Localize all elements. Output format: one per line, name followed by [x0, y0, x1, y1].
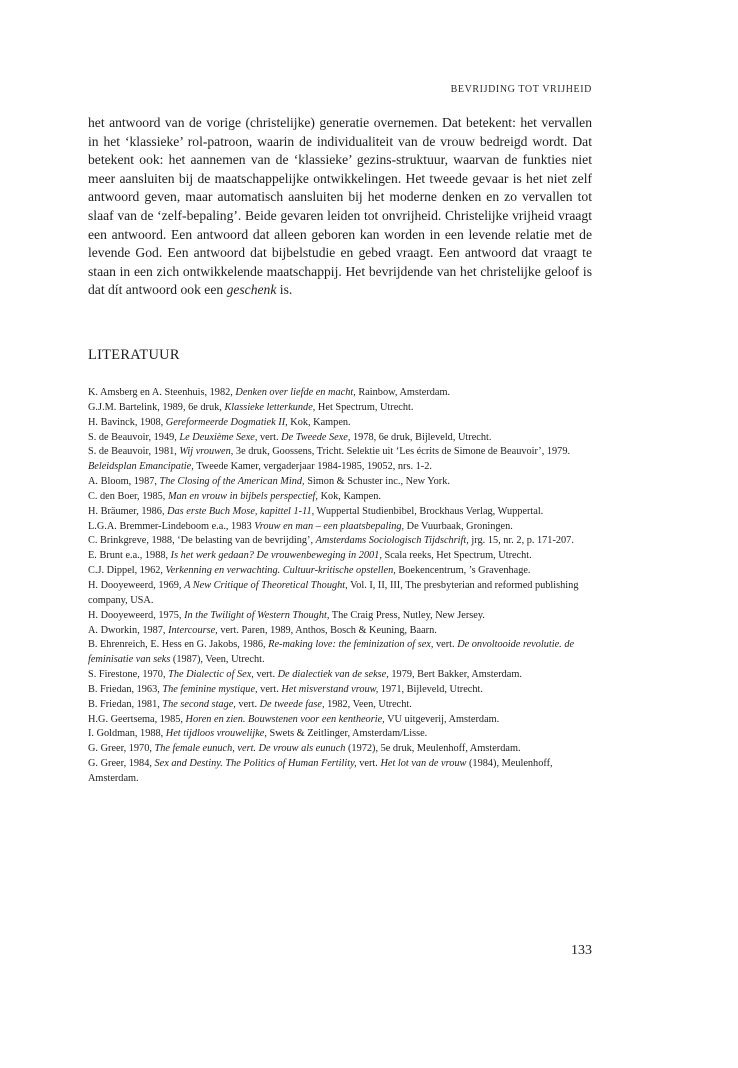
reference-text: B. Friedan, 1963,: [88, 683, 163, 695]
reference-title: De dialectiek van de sekse,: [277, 669, 389, 681]
reference-text: Simon & Schuster inc., New York.: [304, 476, 450, 488]
reference-text: (1972), 5e druk, Meulenhoff, Amsterdam.: [345, 743, 521, 755]
reference-text: H. Dooyeweerd, 1975,: [88, 609, 185, 621]
reference-entry: [88, 713, 592, 728]
reference-entry: [88, 624, 592, 639]
reference-entry: [88, 505, 592, 520]
reference-text: C. den Boer, 1985,: [88, 490, 168, 502]
body-paragraph: [88, 114, 592, 300]
body-text-end: is.: [276, 282, 293, 298]
reference-entry: [88, 445, 592, 460]
reference-title: The Dialectic of Sex,: [168, 669, 254, 681]
reference-entry: [88, 683, 592, 698]
reference-entry: [88, 534, 592, 549]
reference-text: vert.: [235, 698, 260, 710]
reference-title: Intercourse,: [168, 624, 218, 636]
reference-text: Kok, Kampen.: [287, 416, 351, 428]
reference-title: Horen en zien. Bouwstenen voor een kentheorie,: [185, 713, 385, 725]
reference-text: C. Brinkgreve, 1988, ‘De belasting van de bevrijding’,: [88, 535, 316, 547]
reference-text: Kok, Kampen.: [318, 490, 381, 502]
reference-entry: [88, 401, 592, 416]
reference-title: De Tweede Sexe,: [281, 431, 351, 443]
reference-entry: [88, 460, 592, 475]
reference-text: Rainbow, Amsterdam.: [355, 387, 451, 398]
reference-text: B. Ehrenreich, E. Hess en G. Jakobs, 1986,: [88, 639, 269, 651]
reference-entry: [88, 698, 592, 713]
reference-title: Het tijdloos vrouwelijke,: [165, 728, 267, 740]
reference-text: L.G.A. Bremmer-Lindeboom e.a., 1983: [88, 520, 255, 532]
reference-title: A New Critique of Theoretical Thought,: [184, 579, 348, 591]
reference-text: I. Goldman, 1988,: [88, 728, 166, 740]
reference-text: De Vuurbaak, Groningen.: [404, 520, 513, 532]
reference-title: Re-making love: the feminization of sex,: [268, 639, 434, 651]
reference-title: Le Deuxième Sexe,: [179, 431, 258, 443]
reference-text: The Craig Press, Nutley, New Jersey.: [329, 609, 485, 621]
reference-title: Wij vrouwen,: [179, 446, 234, 458]
body-text-emphasis: geschenk: [226, 282, 277, 298]
reference-text: H.G. Geertsema, 1985,: [88, 713, 186, 725]
reference-text: H. Bavinck, 1908,: [88, 416, 166, 428]
reference-entry: [88, 386, 592, 401]
reference-text: vert.: [257, 683, 282, 695]
reference-entry: [88, 609, 592, 624]
reference-title: Vrouw en man – een plaatsbepaling,: [254, 520, 405, 532]
reference-text: G. Greer, 1970,: [88, 743, 155, 755]
reference-text: 1979, Bert Bakker, Amsterdam.: [388, 669, 522, 681]
reference-text: vert. Paren, 1989, Anthos, Bosch & Keuning, Baarn.: [217, 624, 437, 636]
reference-text: Vol. I, II, III, The presbyterian and reformed publishing company, USA.: [88, 579, 579, 606]
reference-text: K. Amsberg en A. Steenhuis, 1982,: [88, 387, 236, 398]
reference-title: Beleidsplan Emancipatie,: [88, 461, 194, 473]
reference-text: S. de Beauvoir, 1981,: [88, 446, 180, 458]
reference-text: 1982, Veen, Utrecht.: [324, 698, 412, 710]
reference-entry: [88, 668, 592, 683]
reference-text: Swets & Zeitlinger, Amsterdam/Lisse.: [266, 728, 428, 740]
reference-title: Is het werk gedaan? De vrouwenbeweging in 2001,: [170, 550, 382, 562]
section-title: LITERATUUR: [88, 347, 180, 363]
reference-title: Het lot van de vrouw: [380, 758, 467, 770]
reference-entry: [88, 549, 592, 564]
reference-title: Het misverstand vrouw,: [281, 683, 379, 695]
reference-text: G.J.M. Bartelink, 1989, 6e druk,: [88, 401, 225, 413]
reference-text: Het Spectrum, Utrecht.: [315, 401, 414, 413]
reference-text: VU uitgeverij, Amsterdam.: [384, 713, 500, 725]
reference-title: The feminine mystique,: [162, 683, 258, 695]
reference-entry: [88, 757, 592, 787]
reference-entry: [88, 490, 592, 505]
reference-text: vert.: [253, 669, 278, 681]
reference-text: C.J. Dippel, 1962,: [88, 565, 166, 577]
reference-text: vert.: [257, 431, 282, 443]
reference-text: H. Dooyeweerd, 1969,: [88, 579, 185, 591]
reference-text: H. Bräumer, 1986,: [88, 505, 168, 517]
reference-list: [88, 386, 592, 787]
reference-title: Verkenning en verwachting. Cultuur-kritische opstellen,: [165, 565, 396, 577]
reference-text: A. Dworkin, 1987,: [88, 624, 169, 636]
reference-title: Das erste Buch Mose, kapittel 1-11,: [167, 505, 315, 517]
reference-text: 3e druk, Goossens, Tricht. Selektie uit ‘Les écrits de Simone de Beauvoir’, 1979.: [233, 446, 571, 458]
reference-text: 1978, 6e druk, Bijleveld, Utrecht.: [350, 431, 492, 443]
reference-text: jrg. 15, nr. 2, p. 171-207.: [468, 535, 574, 547]
reference-entry: [88, 564, 592, 579]
reference-text: B. Friedan, 1981,: [88, 698, 163, 710]
reference-text: 1971, Bijleveld, Utrecht.: [378, 683, 483, 695]
reference-entry: [88, 416, 592, 431]
reference-text: Scala reeks, Het Spectrum, Utrecht.: [381, 550, 532, 562]
reference-text: E. Brunt e.a., 1988,: [88, 550, 171, 562]
reference-text: S. Firestone, 1970,: [88, 669, 169, 681]
reference-title: Amsterdams Sociologisch Tijdschrift,: [315, 535, 469, 547]
reference-text: Boekencentrum, ’s Gravenhage.: [395, 565, 531, 577]
reference-title: The Closing of the American Mind,: [159, 476, 305, 488]
reference-entry: [88, 520, 592, 535]
reference-entry: [88, 742, 592, 757]
reference-text: S. de Beauvoir, 1949,: [88, 431, 180, 443]
reference-text: Wuppertal Studienbibel, Brockhaus Verlag, Wuppertal.: [314, 505, 544, 517]
reference-entry: [88, 579, 592, 609]
running-header: BEVRIJDING TOT VRIJHEID: [450, 84, 592, 95]
reference-entry: [88, 431, 592, 446]
reference-entry: [88, 638, 592, 668]
reference-text: A. Bloom, 1987,: [88, 476, 160, 488]
page-number: 133: [571, 943, 592, 958]
reference-text: (1987), Veen, Utrecht.: [170, 654, 265, 666]
reference-title: Gereformeerde Dogmatiek II,: [165, 416, 288, 428]
reference-title: In the Twilight of Western Thought,: [184, 609, 330, 621]
reference-title: Man en vrouw in bijbels perspectief,: [167, 490, 318, 502]
reference-title: De onvoltooide revolutie. de feminisatie van seks: [88, 639, 575, 666]
reference-text: vert.: [356, 758, 381, 770]
reference-title: Sex and Destiny. The Politics of Human Fertility,: [154, 758, 357, 770]
reference-text: Tweede Kamer, vergaderjaar 1984-1985, 19052, nrs. 1-2.: [193, 461, 432, 473]
body-text-main: het antwoord van de vorige (christelijke) generatie overnemen. Dat betekent: het vervallen in het ‘klassieke’ rol-patroon, waarin de individualiteit van de vrouw bedreigd wordt. Dat betekent ook: het aannemen van de ‘klassieke’ gezins-struktuur, waarvan de funkties niet meer aansluiten bij de maatschappelijke ontwikkelingen. Het tweede gevaar is het niet zelf antwoord geven, maar automatisch aansluiten bij het moderne denken en zo vervallen tot slaaf van de ‘zelf-bepaling’. Beide gevaren leiden tot onvrijheid. Christelijke vrijheid vraagt een antwoord. Een antwoord dat alleen geboren kan worden in een levende relatie met de levende God. Een antwoord dat bijbelstudie en gebed vraagt. Een antwoord dat vraagt te staan in een zich ontwikkelende maatschappij. Het bevrijdende van het christelijke geloof is dat dít antwoord ook een: [88, 115, 592, 298]
reference-text: G. Greer, 1984,: [88, 758, 155, 770]
reference-title: De tweede fase,: [259, 698, 325, 710]
reference-entry: [88, 475, 592, 490]
reference-text: vert.: [433, 639, 458, 651]
reference-title: Klassieke letterkunde,: [224, 401, 316, 413]
reference-text: (1984), Meulenhoff, Amsterdam.: [88, 758, 553, 784]
reference-title: Denken over liefde en macht,: [235, 387, 356, 398]
reference-title: The female eunuch, vert. De vrouw als eunuch: [154, 743, 346, 755]
reference-title: The second stage,: [162, 698, 236, 710]
reference-entry: [88, 727, 592, 742]
